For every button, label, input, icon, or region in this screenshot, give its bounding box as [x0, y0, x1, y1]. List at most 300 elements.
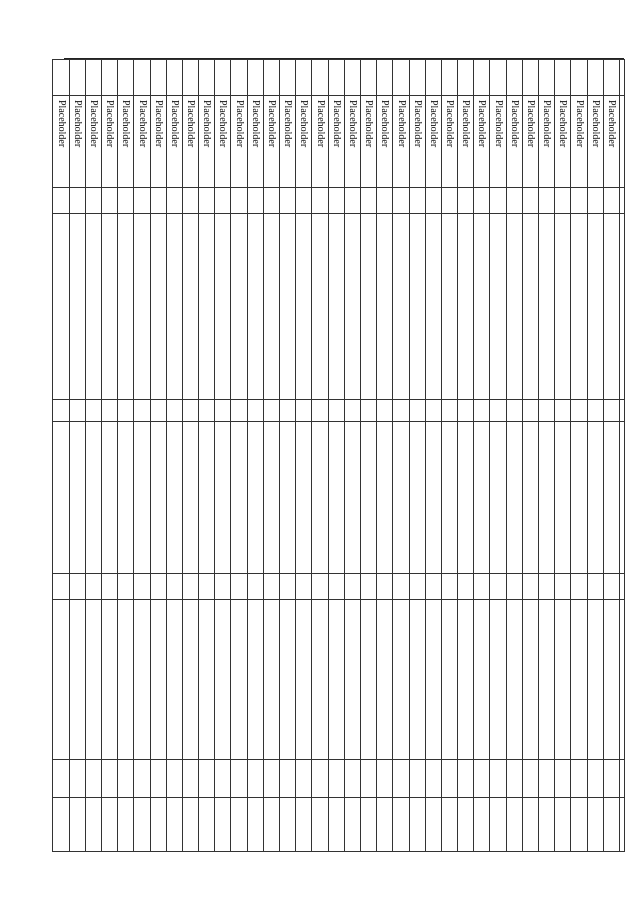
row-16-col-2: Placeholder	[361, 96, 377, 188]
row-4-col-4	[555, 214, 571, 400]
row-35-col-10	[53, 798, 69, 852]
row-31-col-8	[118, 600, 134, 760]
row-12-col-7	[425, 574, 441, 600]
row-35-col-8	[53, 600, 69, 760]
row-1-col-7	[603, 574, 619, 600]
row-15-col-8	[377, 600, 393, 760]
row-13-col-9	[409, 760, 425, 798]
header-col-6	[620, 422, 625, 574]
row-10-col-10	[458, 798, 474, 852]
row-32-col-2: Placeholder	[102, 96, 118, 188]
row-13-col-5	[409, 400, 425, 422]
row-5-col-6	[539, 422, 555, 574]
row-31-col-5	[118, 400, 134, 422]
row-29-col-2: Placeholder	[150, 96, 166, 188]
row-8-col-2: Placeholder	[490, 96, 506, 188]
row-26-col-7	[199, 574, 215, 600]
row-13-col-3	[409, 188, 425, 214]
row-34-col-1	[69, 60, 85, 96]
row-18-col-10	[328, 798, 344, 852]
row-16-col-6	[361, 422, 377, 574]
row-6-col-3	[522, 188, 538, 214]
table-row	[361, 60, 377, 852]
table-row	[247, 60, 263, 852]
row-14-col-9	[393, 760, 409, 798]
row-12-col-4	[425, 214, 441, 400]
row-8-col-5	[490, 400, 506, 422]
row-1-col-1	[603, 60, 619, 96]
row-3-col-1	[571, 60, 587, 96]
row-23-col-7	[247, 574, 263, 600]
table-row	[377, 60, 393, 852]
row-9-col-3	[474, 188, 490, 214]
row-2-col-4	[587, 214, 603, 400]
row-25-col-4	[215, 214, 231, 400]
row-13-col-2: Placeholder	[409, 96, 425, 188]
row-2-col-3	[587, 188, 603, 214]
row-14-col-7	[393, 574, 409, 600]
row-31-col-7	[118, 574, 134, 600]
row-24-col-9	[231, 760, 247, 798]
row-19-col-2: Placeholder	[312, 96, 328, 188]
row-20-col-10	[296, 798, 312, 852]
row-20-col-2: Placeholder	[296, 96, 312, 188]
header-col-1	[620, 60, 625, 96]
row-29-col-6	[150, 422, 166, 574]
row-30-col-7	[134, 574, 150, 600]
row-21-col-7	[280, 574, 296, 600]
row-8-col-10	[490, 798, 506, 852]
row-2-col-2: Placeholder	[587, 96, 603, 188]
row-4-col-5	[555, 400, 571, 422]
row-11-col-6	[441, 422, 457, 574]
row-19-col-3	[312, 188, 328, 214]
row-14-col-3	[393, 188, 409, 214]
row-28-col-9	[166, 760, 182, 798]
row-28-col-6	[166, 422, 182, 574]
row-24-col-6	[231, 422, 247, 574]
row-4-col-9	[555, 760, 571, 798]
header-col-3	[620, 188, 625, 214]
row-19-col-7	[312, 574, 328, 600]
row-9-col-10	[474, 798, 490, 852]
header-col-2	[620, 96, 625, 188]
row-7-col-9	[506, 760, 522, 798]
row-26-col-4	[199, 214, 215, 400]
row-30-col-2: Placeholder	[134, 96, 150, 188]
row-8-col-8	[490, 600, 506, 760]
row-29-col-8	[150, 600, 166, 760]
row-9-col-4	[474, 214, 490, 400]
row-2-col-6	[587, 422, 603, 574]
row-1-col-10	[603, 798, 619, 852]
table-row	[134, 60, 150, 852]
row-33-col-7	[85, 574, 101, 600]
row-28-col-8	[166, 600, 182, 760]
row-13-col-1	[409, 60, 425, 96]
table-row	[603, 60, 619, 852]
row-22-col-3	[263, 188, 279, 214]
row-23-col-3	[247, 188, 263, 214]
row-7-col-5	[506, 400, 522, 422]
row-23-col-9	[247, 760, 263, 798]
row-33-col-2: Placeholder	[85, 96, 101, 188]
row-10-col-5	[458, 400, 474, 422]
row-5-col-1	[539, 60, 555, 96]
row-17-col-8	[344, 600, 360, 760]
table-row	[458, 60, 474, 852]
row-25-col-5	[215, 400, 231, 422]
row-18-col-5	[328, 400, 344, 422]
row-12-col-8	[425, 600, 441, 760]
row-6-col-5	[522, 400, 538, 422]
row-35-col-5	[53, 400, 69, 422]
row-8-col-1	[490, 60, 506, 96]
row-28-col-7	[166, 574, 182, 600]
row-15-col-9	[377, 760, 393, 798]
table-row	[474, 60, 490, 852]
row-25-col-3	[215, 188, 231, 214]
row-16-col-1	[361, 60, 377, 96]
row-23-col-2: Placeholder	[247, 96, 263, 188]
row-25-col-6	[215, 422, 231, 574]
row-18-col-3	[328, 188, 344, 214]
row-11-col-3	[441, 188, 457, 214]
row-4-col-7	[555, 574, 571, 600]
table-row	[344, 60, 360, 852]
row-16-col-10	[361, 798, 377, 852]
row-11-col-1	[441, 60, 457, 96]
row-22-col-6	[263, 422, 279, 574]
row-35-col-7	[53, 574, 69, 600]
row-22-col-9	[263, 760, 279, 798]
row-27-col-10	[182, 798, 198, 852]
row-5-col-4	[539, 214, 555, 400]
row-5-col-8	[539, 600, 555, 760]
row-30-col-4	[134, 214, 150, 400]
row-16-col-7	[361, 574, 377, 600]
row-13-col-8	[409, 600, 425, 760]
row-21-col-2: Placeholder	[280, 96, 296, 188]
row-27-col-2: Placeholder	[182, 96, 198, 188]
row-16-col-4	[361, 214, 377, 400]
row-10-col-8	[458, 600, 474, 760]
row-30-col-5	[134, 400, 150, 422]
row-12-col-6	[425, 422, 441, 574]
row-34-col-6	[69, 422, 85, 574]
row-31-col-6	[118, 422, 134, 574]
row-6-col-10	[522, 798, 538, 852]
tariff-table	[52, 59, 625, 852]
header-col-4	[620, 214, 625, 400]
row-11-col-8	[441, 600, 457, 760]
row-33-col-5	[85, 400, 101, 422]
row-8-col-3	[490, 188, 506, 214]
row-15-col-7	[377, 574, 393, 600]
row-5-col-7	[539, 574, 555, 600]
row-6-col-6	[522, 422, 538, 574]
table-row	[522, 60, 538, 852]
row-16-col-9	[361, 760, 377, 798]
table-row	[69, 60, 85, 852]
table-row	[490, 60, 506, 852]
row-22-col-4	[263, 214, 279, 400]
row-11-col-7	[441, 574, 457, 600]
row-31-col-9	[118, 760, 134, 798]
row-24-col-7	[231, 574, 247, 600]
row-21-col-3	[280, 188, 296, 214]
row-15-col-4	[377, 214, 393, 400]
row-19-col-6	[312, 422, 328, 574]
row-29-col-7	[150, 574, 166, 600]
row-23-col-5	[247, 400, 263, 422]
row-7-col-8	[506, 600, 522, 760]
row-10-col-7	[458, 574, 474, 600]
row-6-col-4	[522, 214, 538, 400]
row-4-col-8	[555, 600, 571, 760]
rotated-table-stage	[55, 59, 625, 851]
row-24-col-3	[231, 188, 247, 214]
row-34-col-7	[69, 574, 85, 600]
row-11-col-9	[441, 760, 457, 798]
row-1-col-9	[603, 760, 619, 798]
row-2-col-1	[587, 60, 603, 96]
row-19-col-5	[312, 400, 328, 422]
row-33-col-9	[85, 760, 101, 798]
row-34-col-8	[69, 600, 85, 760]
row-21-col-6	[280, 422, 296, 574]
row-25-col-9	[215, 760, 231, 798]
row-17-col-5	[344, 400, 360, 422]
table-row	[231, 60, 247, 852]
row-22-col-2: Placeholder	[263, 96, 279, 188]
row-34-col-2: Placeholder	[69, 96, 85, 188]
row-26-col-6	[199, 422, 215, 574]
table-row	[506, 60, 522, 852]
row-11-col-10	[441, 798, 457, 852]
row-32-col-10	[102, 798, 118, 852]
row-2-col-10	[587, 798, 603, 852]
row-1-col-4	[603, 214, 619, 400]
row-18-col-1	[328, 60, 344, 96]
header-col-8	[620, 600, 625, 760]
row-12-col-10	[425, 798, 441, 852]
row-22-col-10	[263, 798, 279, 852]
row-32-col-6	[102, 422, 118, 574]
row-31-col-2: Placeholder	[118, 96, 134, 188]
row-14-col-10	[393, 798, 409, 852]
row-27-col-6	[182, 422, 198, 574]
row-17-col-1	[344, 60, 360, 96]
row-9-col-1	[474, 60, 490, 96]
row-20-col-4	[296, 214, 312, 400]
row-1-col-3	[603, 188, 619, 214]
row-20-col-5	[296, 400, 312, 422]
row-28-col-5	[166, 400, 182, 422]
row-17-col-9	[344, 760, 360, 798]
row-29-col-10	[150, 798, 166, 852]
row-11-col-4	[441, 214, 457, 400]
row-35-col-3	[53, 188, 69, 214]
row-15-col-2: Placeholder	[377, 96, 393, 188]
row-6-col-1	[522, 60, 538, 96]
row-12-col-2: Placeholder	[425, 96, 441, 188]
row-22-col-7	[263, 574, 279, 600]
table-row	[53, 60, 69, 852]
row-30-col-8	[134, 600, 150, 760]
row-33-col-8	[85, 600, 101, 760]
row-10-col-3	[458, 188, 474, 214]
row-9-col-9	[474, 760, 490, 798]
row-20-col-7	[296, 574, 312, 600]
row-12-col-5	[425, 400, 441, 422]
row-29-col-4	[150, 214, 166, 400]
row-18-col-6	[328, 422, 344, 574]
row-7-col-6	[506, 422, 522, 574]
table-row	[150, 60, 166, 852]
row-14-col-5	[393, 400, 409, 422]
table-row	[312, 60, 328, 852]
row-18-col-9	[328, 760, 344, 798]
row-13-col-7	[409, 574, 425, 600]
row-26-col-9	[199, 760, 215, 798]
row-31-col-3	[118, 188, 134, 214]
table-row	[166, 60, 182, 852]
row-9-col-7	[474, 574, 490, 600]
row-16-col-5	[361, 400, 377, 422]
table-row	[425, 60, 441, 852]
row-26-col-10	[199, 798, 215, 852]
row-26-col-1	[199, 60, 215, 96]
row-26-col-8	[199, 600, 215, 760]
row-19-col-1	[312, 60, 328, 96]
row-32-col-7	[102, 574, 118, 600]
row-9-col-8	[474, 600, 490, 760]
row-32-col-1	[102, 60, 118, 96]
row-27-col-1	[182, 60, 198, 96]
row-5-col-3	[539, 188, 555, 214]
row-25-col-7	[215, 574, 231, 600]
row-12-col-1	[425, 60, 441, 96]
row-27-col-7	[182, 574, 198, 600]
row-3-col-4	[571, 214, 587, 400]
row-10-col-9	[458, 760, 474, 798]
row-4-col-1	[555, 60, 571, 96]
row-32-col-4	[102, 214, 118, 400]
row-3-col-7	[571, 574, 587, 600]
row-30-col-6	[134, 422, 150, 574]
row-18-col-2: Placeholder	[328, 96, 344, 188]
row-3-col-2: Placeholder	[571, 96, 587, 188]
row-8-col-9	[490, 760, 506, 798]
row-28-col-10	[166, 798, 182, 852]
row-18-col-7	[328, 574, 344, 600]
table-row	[199, 60, 215, 852]
row-1-col-5	[603, 400, 619, 422]
row-8-col-6	[490, 422, 506, 574]
row-3-col-3	[571, 188, 587, 214]
row-20-col-3	[296, 188, 312, 214]
row-22-col-5	[263, 400, 279, 422]
table-row	[102, 60, 118, 852]
row-10-col-2: Placeholder	[458, 96, 474, 188]
row-28-col-3	[166, 188, 182, 214]
row-15-col-10	[377, 798, 393, 852]
row-8-col-4	[490, 214, 506, 400]
row-20-col-1	[296, 60, 312, 96]
row-3-col-5	[571, 400, 587, 422]
row-13-col-6	[409, 422, 425, 574]
row-24-col-1	[231, 60, 247, 96]
row-27-col-5	[182, 400, 198, 422]
row-20-col-6	[296, 422, 312, 574]
row-4-col-10	[555, 798, 571, 852]
row-34-col-5	[69, 400, 85, 422]
table-row	[587, 60, 603, 852]
row-19-col-10	[312, 798, 328, 852]
row-33-col-3	[85, 188, 101, 214]
row-17-col-4	[344, 214, 360, 400]
row-21-col-5	[280, 400, 296, 422]
row-11-col-2: Placeholder	[441, 96, 457, 188]
table-row	[409, 60, 425, 852]
row-28-col-1	[166, 60, 182, 96]
header-col-9	[620, 760, 625, 798]
table-frame	[55, 58, 624, 850]
row-18-col-8	[328, 600, 344, 760]
table-row	[539, 60, 555, 852]
row-26-col-3	[199, 188, 215, 214]
row-19-col-9	[312, 760, 328, 798]
row-35-col-6	[53, 422, 69, 574]
row-23-col-6	[247, 422, 263, 574]
row-8-col-7	[490, 574, 506, 600]
row-29-col-9	[150, 760, 166, 798]
row-14-col-2: Placeholder	[393, 96, 409, 188]
row-26-col-2: Placeholder	[199, 96, 215, 188]
row-26-col-5	[199, 400, 215, 422]
row-32-col-3	[102, 188, 118, 214]
row-9-col-6	[474, 422, 490, 574]
row-33-col-4	[85, 214, 101, 400]
row-30-col-3	[134, 188, 150, 214]
row-17-col-6	[344, 422, 360, 574]
row-14-col-4	[393, 214, 409, 400]
row-1-col-6	[603, 422, 619, 574]
row-1-col-2: Placeholder	[603, 96, 619, 188]
row-24-col-4	[231, 214, 247, 400]
row-15-col-5	[377, 400, 393, 422]
table-row	[280, 60, 296, 852]
row-34-col-4	[69, 214, 85, 400]
row-25-col-10	[215, 798, 231, 852]
row-24-col-8	[231, 600, 247, 760]
row-7-col-7	[506, 574, 522, 600]
row-34-col-3	[69, 188, 85, 214]
row-21-col-9	[280, 760, 296, 798]
row-20-col-8	[296, 600, 312, 760]
row-17-col-10	[344, 798, 360, 852]
row-9-col-5	[474, 400, 490, 422]
row-22-col-1	[263, 60, 279, 96]
row-30-col-10	[134, 798, 150, 852]
row-12-col-3	[425, 188, 441, 214]
row-17-col-2: Placeholder	[344, 96, 360, 188]
row-13-col-10	[409, 798, 425, 852]
row-27-col-4	[182, 214, 198, 400]
table-row	[182, 60, 198, 852]
row-17-col-3	[344, 188, 360, 214]
